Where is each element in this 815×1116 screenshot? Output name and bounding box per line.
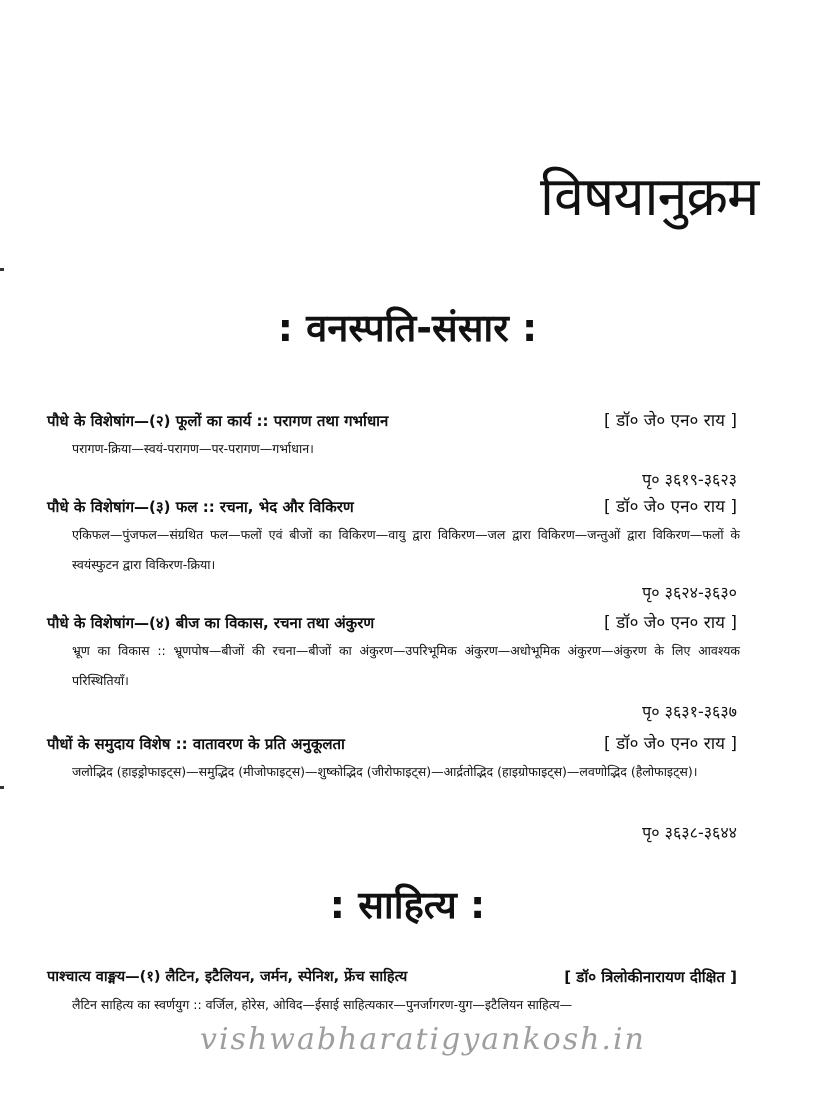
entry-description: भ्रूण का विकास :: भ्रूणपोष—बीजों की रचना—बीजों का अंकुरण—उपरिभूमिक अंकुरण—अधोभूमिक अंकुरण—अंकुरण के लिए आवश्यक परिस्थितियाँ। xyxy=(72,643,740,688)
entry-page-range: पृ० ३६१९-३६२३ xyxy=(642,470,737,489)
watermark: vishwabharatigyankosh.in xyxy=(200,1022,646,1057)
entry-author: [ डॉ० जे० एन० राय ] xyxy=(604,613,737,633)
entry-title[interactable]: पाश्चात्य वाङ्मय—(१) लैटिन, इटैलियन, जर्मन, स्पेनिश, फ्रेंच साहित्य xyxy=(47,969,408,985)
toc-entry xyxy=(0,733,815,883)
entry-author: [ डॉ० जे० एन० राय ] xyxy=(604,411,737,431)
scan-edge-mark xyxy=(0,268,4,271)
entry-title[interactable]: पौधे के विशेषांग—(३) फल :: रचना, भेद और विकिरण xyxy=(47,498,354,516)
entry-title[interactable]: पौधों के समुदाय विशेष :: वातावरण के प्रति अनुकूलता xyxy=(47,735,345,753)
entry-description: लैटिन साहित्य का स्वर्णयुग :: वर्जिल, होरेस, ओविद—ईसाई साहित्यकार—पुनर्जागरण-युग—इटैलियन साहित्य— xyxy=(72,997,573,1012)
entry-description: परागण-क्रिया—स्वयं-परागण—पर-परागण—गर्भाधान। xyxy=(72,441,314,456)
entry-page-range: पृ० ३६३८-३६४४ xyxy=(642,823,737,842)
entry-page-range: पृ० ३६२४-३६३० xyxy=(642,583,737,602)
entry-author: [ डॉ० जे० एन० राय ] xyxy=(604,497,737,517)
entry-description: जलोद्भिद (हाइड्रोफाइट्स)—समुद्भिद (मीजोफाइट्स)—शुष्कोद्भिद (जीरोफाइट्स)—आर्द्रतोद्भिद (हाइग्रोफाइट्स)—लवणोद्भिद (हैलोफाइट्स)। xyxy=(72,764,698,779)
section-heading-vanaspati-sansar: : वनस्पति-संसार : xyxy=(277,306,538,350)
page-title: विषयानुक्रम xyxy=(540,165,759,228)
entry-author: [ डॉ० जे० एन० राय ] xyxy=(604,734,737,754)
entry-title[interactable]: पौधे के विशेषांग—(२) फूलों का कार्य :: परागण तथा गर्भाधान xyxy=(47,412,389,430)
entry-page-range: पृ० ३६३१-३६३७ xyxy=(642,702,737,721)
entry-description: एकिफल—पुंजफल—संग्रथित फल—फलों एवं बीजों का विकिरण—वायु द्वारा विकिरण—जल द्वारा विकिरण—जन्तुओं द्वारा विकिरण—फलों के स्वयंस्फुटन द्वारा विकिरण-क्रिया। xyxy=(72,527,740,572)
entry-title[interactable]: पौधे के विशेषांग—(४) बीज का विकास, रचना तथा अंकुरण xyxy=(47,614,375,632)
entry-author: [ डॉ० त्रिलोकीनारायण दीक्षित ] xyxy=(564,968,737,986)
scan-edge-mark xyxy=(0,786,4,789)
section-heading-sahitya: : साहित्य : xyxy=(329,883,486,927)
